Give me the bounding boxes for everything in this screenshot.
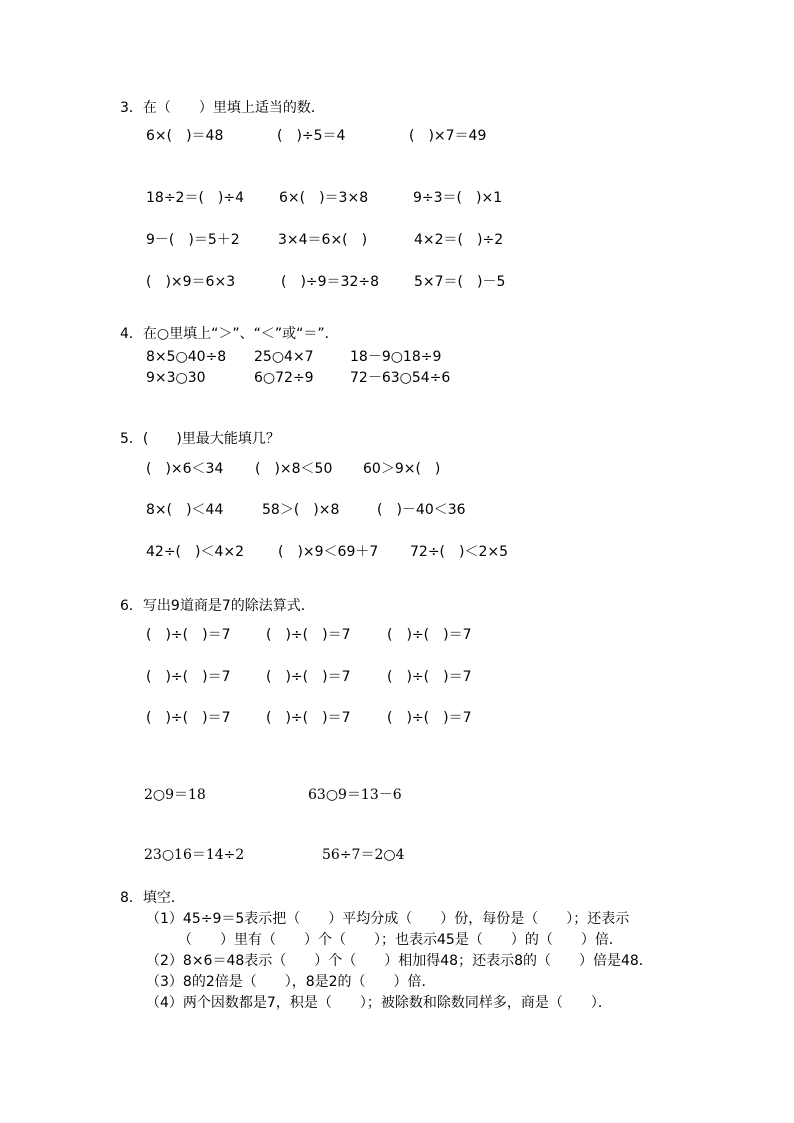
q3-row3-item1: 9－( )＝5＋2	[146, 232, 240, 248]
q6-row2-item3: ( )÷( )＝7	[387, 669, 472, 685]
question-6-heading: 6．写出9道商是7的除法算式．	[120, 598, 315, 614]
q4-row2-item1: 9×3○30	[146, 370, 206, 386]
q6-row2-item2: ( )÷( )＝7	[266, 669, 351, 685]
q3-row4-item3: 5×7＝( )－5	[414, 274, 506, 290]
question-8-heading: 8．填空．	[120, 890, 185, 906]
q3-row2-item1: 18÷2＝( )÷4	[146, 190, 245, 206]
q8-line-3: （2）8×6＝48表示（ ）个（ ）相加得48；还表示8的（ ）倍是48．	[146, 953, 653, 969]
q3-row4-item1: ( )×9＝6×3	[146, 274, 236, 290]
q6-row1-item1: ( )÷( )＝7	[146, 627, 231, 643]
question-5-heading: 5．( )里最大能填几？	[120, 431, 280, 447]
q8-line-4: （3）8的2倍是（ ），8是2的（ ）倍．	[146, 974, 436, 990]
q3-row3-item3: 4×2＝( )÷2	[414, 232, 504, 248]
q5-row2-item2: 58＞( )×8	[262, 502, 340, 518]
q6-row1-item2: ( )÷( )＝7	[266, 627, 351, 643]
q3-row4-item2: ( )÷9＝32÷8	[281, 274, 380, 290]
q8-line-2: （ ）里有（ ）个（ ）；也表示45是（ ）的（ ）倍．	[178, 932, 623, 948]
question-4-heading: 4．在○里填上“＞”、“＜”或“＝”．	[120, 326, 339, 342]
q6-row3-item2: ( )÷( )＝7	[266, 710, 351, 726]
q3-row3-item2: 3×4＝6×( )	[278, 232, 368, 248]
question-3-heading: 3．在（ ）里填上适当的数．	[120, 100, 325, 116]
q5-row1-item1: ( )×6＜34	[146, 461, 224, 477]
q8-line-1: （1）45÷9＝5表示把（ ）平均分成（ ）份，每份是（ ）；还表示	[146, 911, 630, 927]
q5-row3-item2: ( )×9＜69＋7	[278, 544, 379, 560]
q3-row2-item3: 9÷3＝( )×1	[413, 190, 503, 206]
q6-row2-item1: ( )÷( )＝7	[146, 669, 231, 685]
q6-row3-item1: ( )÷( )＝7	[146, 710, 231, 726]
q4-row1-item2: 25○4×7	[254, 349, 314, 365]
q3-row1-item2: ( )÷5＝4	[277, 128, 346, 144]
q4-row2-item3: 72－63○54÷6	[350, 370, 451, 386]
q6-row3-item3: ( )÷( )＝7	[387, 710, 472, 726]
q8-line-5: （4）两个因数都是7，积是（ ）；被除数和除数同样多，商是（ ）．	[146, 995, 612, 1011]
q7-row2-item1: 23○16＝14÷2	[144, 847, 245, 863]
q3-row2-item2: 6×( )＝3×8	[279, 190, 369, 206]
q4-row2-item2: 6○72÷9	[254, 370, 314, 386]
q5-row3-item3: 72÷( )＜2×5	[410, 544, 509, 560]
q5-row1-item3: 60＞9×( )	[363, 461, 441, 477]
q5-row2-item1: 8×( )＜44	[146, 502, 224, 518]
q5-row3-item1: 42÷( )＜4×2	[146, 544, 245, 560]
q5-row1-item2: ( )×8＜50	[255, 461, 333, 477]
q3-row1-item1: 6×( )＝48	[146, 128, 224, 144]
q4-row1-item1: 8×5○40÷8	[146, 349, 227, 365]
q7-row1-item1: 2○9＝18	[144, 787, 206, 803]
q6-row1-item3: ( )÷( )＝7	[387, 627, 472, 643]
q5-row2-item3: ( )－40＜36	[377, 502, 466, 518]
q7-row2-item2: 56÷7＝2○4	[322, 847, 405, 863]
q7-row1-item2: 63○9＝13－6	[308, 787, 402, 803]
q3-row1-item3: ( )×7＝49	[409, 128, 487, 144]
q4-row1-item3: 18－9○18÷9	[350, 349, 442, 365]
